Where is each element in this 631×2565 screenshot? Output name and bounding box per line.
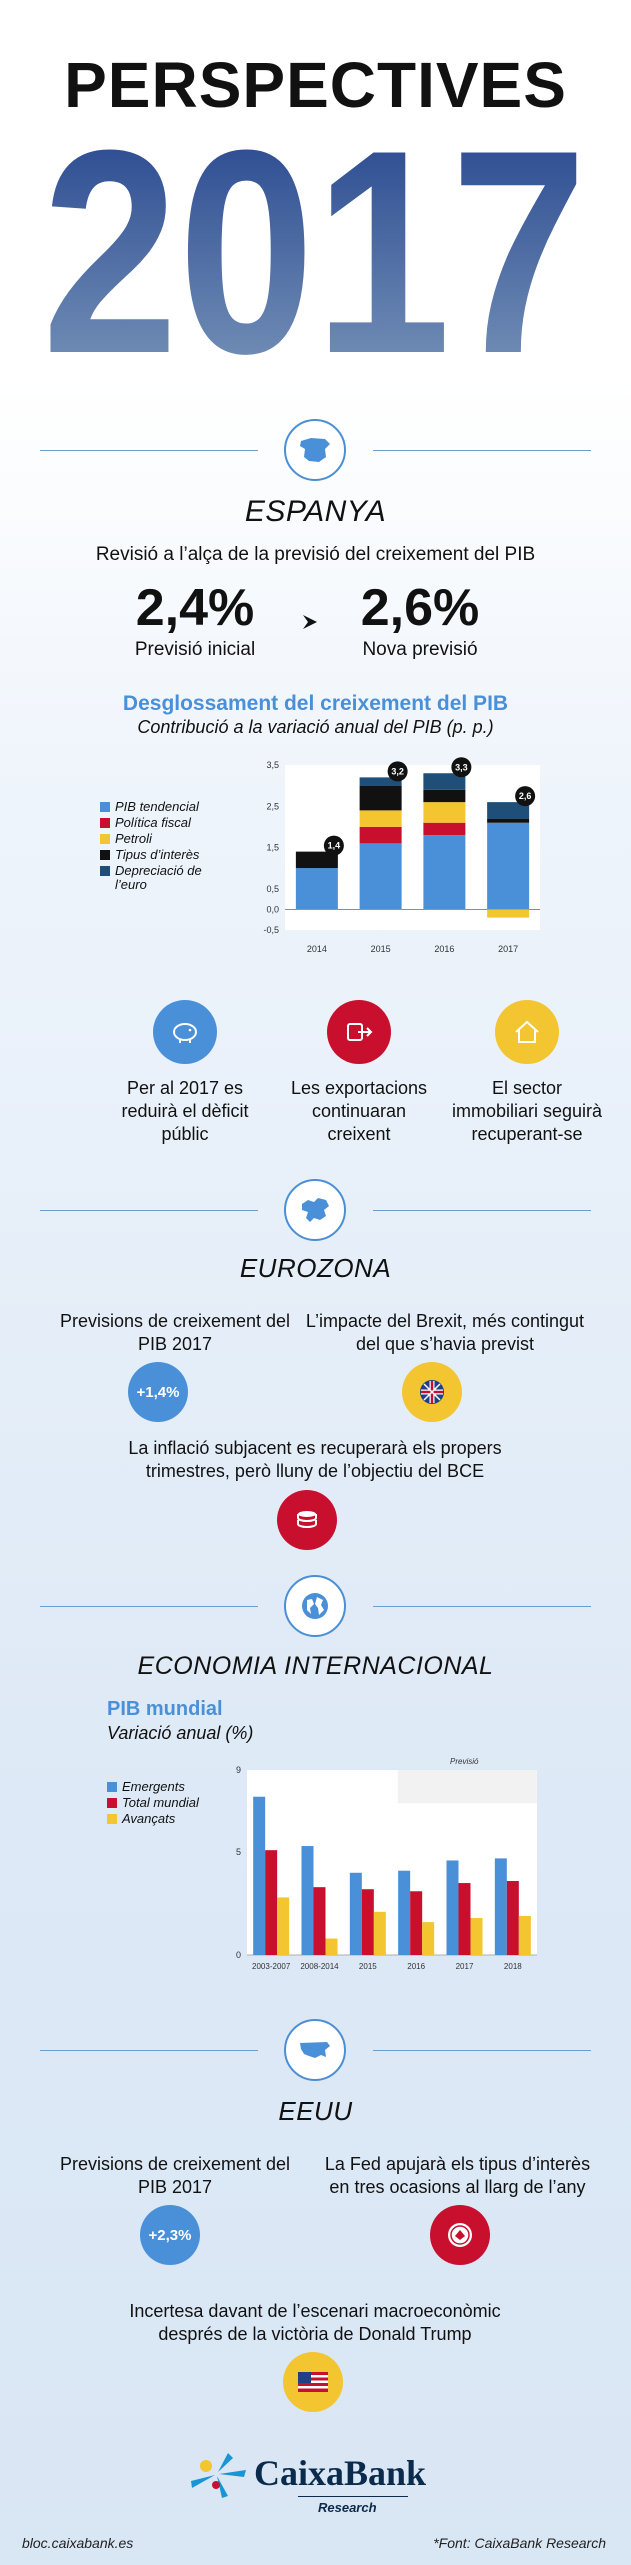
brand-name: CaixaBank <box>254 2453 427 2493</box>
x-tick-label: 2017 <box>455 1962 474 1971</box>
year-graphic <box>30 140 601 360</box>
x-tick-label: 2015 <box>370 944 391 954</box>
legend-item <box>107 1796 237 1810</box>
fed-text: La Fed apujarà els tipus d’interès en tres ocasions al llarg de l’any <box>324 2154 591 2197</box>
usa-map-icon <box>284 2019 346 2081</box>
eeuu-gdp-badge: +2,3% <box>140 2205 200 2265</box>
bar <box>422 1922 434 1955</box>
bar <box>253 1797 265 1955</box>
bar <box>362 1889 374 1955</box>
legend-item <box>100 864 230 892</box>
bar <box>398 1871 410 1955</box>
x-tick-label: 2003-2007 <box>252 1962 291 1971</box>
europe-map-icon <box>284 1179 346 1241</box>
divider <box>40 450 258 451</box>
bar <box>350 1873 362 1955</box>
y-tick-label: 0,0 <box>266 904 279 915</box>
y-tick-label: 0 <box>235 1950 241 1960</box>
legend-item <box>100 816 230 830</box>
bar-segment <box>423 790 465 802</box>
forecast-region <box>398 1770 537 1803</box>
fed-seal-icon <box>430 2205 490 2265</box>
gdp-breakdown-chart <box>255 755 545 970</box>
chart-subtitle: Contribució a la variació anual del PIB (p. p.) <box>137 717 494 737</box>
bar <box>302 1846 314 1955</box>
blog-link[interactable]: bloc.caixabank.es <box>22 2535 134 2551</box>
bar <box>410 1891 422 1955</box>
legend-label: Emergents <box>122 1779 185 1794</box>
chart-subtitle: Variació anual (%) <box>107 1723 254 1743</box>
chart-legend <box>100 800 230 894</box>
arrow-right-icon <box>300 612 320 632</box>
world-gdp-chart <box>225 1752 545 1992</box>
x-tick-label: 2008-2014 <box>300 1962 339 1971</box>
divider <box>373 1606 591 1607</box>
legend-swatch <box>107 1782 117 1792</box>
globe-icon <box>284 1575 346 1637</box>
x-tick-label: 2014 <box>306 944 327 954</box>
usa-flag-icon <box>283 2352 343 2412</box>
bar <box>507 1881 519 1955</box>
bar <box>447 1860 459 1955</box>
legend-item <box>100 800 230 814</box>
export-icon <box>327 1000 391 1064</box>
x-tick-label: 2017 <box>498 944 519 954</box>
bar <box>277 1897 289 1955</box>
chart-title: Desglossament del creixement del PIB <box>122 692 509 715</box>
bar-segment <box>360 827 402 844</box>
bar <box>374 1912 386 1955</box>
bar <box>265 1850 277 1955</box>
legend-swatch <box>100 802 110 812</box>
total-label: 2,6 <box>518 791 532 802</box>
star-logo-icon <box>188 2450 250 2500</box>
bar-segment <box>423 835 465 909</box>
bar-segment <box>487 909 529 917</box>
bar <box>495 1858 507 1955</box>
legend-label: Avançats <box>122 1811 176 1826</box>
divider <box>373 2050 591 2051</box>
eurozona-gdp-badge: +1,4% <box>128 1362 188 1422</box>
y-tick-label: 5 <box>235 1847 241 1858</box>
house-icon <box>495 1000 559 1064</box>
bar-segment <box>487 819 529 823</box>
fact-text: El sector immobiliari seguirà recuperant-se <box>451 1078 603 1144</box>
initial-forecast-value: 2,4% <box>135 579 255 637</box>
spain-map-icon <box>284 419 346 481</box>
divider <box>40 1210 258 1211</box>
total-label: 1,4 <box>327 840 341 851</box>
page-title: PERSPECTIVES <box>64 49 567 121</box>
chart-title: PIB mundial <box>107 1698 223 1720</box>
divider <box>373 1210 591 1211</box>
divider <box>40 1606 258 1607</box>
eurozona-gdp-text: Previsions de creixement del PIB 2017 <box>59 1311 291 1354</box>
initial-forecast-label: Previsió inicial <box>134 639 256 660</box>
trump-text: Incertesa davant de l’escenari macroeconòmic després de la victòria de Donald Trump <box>129 2301 501 2344</box>
total-label: 3,3 <box>455 762 468 773</box>
legend-swatch <box>107 1798 117 1808</box>
piggy-bank-icon <box>153 1000 217 1064</box>
legend-label: Petroli <box>115 831 152 846</box>
y-tick-label: -0,5 <box>263 925 279 935</box>
bar <box>326 1939 338 1955</box>
legend-item <box>107 1780 237 1794</box>
chart-legend <box>107 1780 237 1828</box>
x-tick-label: 2016 <box>434 944 455 954</box>
divider <box>373 450 591 451</box>
bar <box>519 1916 531 1955</box>
year-text: 2017 <box>42 140 587 360</box>
espanya-subtitle: Revisió a l’alça de la previsió del creixement del PIB <box>95 544 536 565</box>
fact-text: Per al 2017 es reduirà el dèficit públic <box>121 1078 249 1144</box>
legend-label: Política fiscal <box>115 815 191 830</box>
forecast-annotation: Previsió <box>450 1757 479 1766</box>
bar-segment <box>296 868 338 909</box>
new-forecast-label: Nova previsió <box>362 639 478 660</box>
legend-item <box>100 832 230 846</box>
bar-segment <box>360 810 402 827</box>
new-forecast-value: 2,6% <box>360 579 480 637</box>
legend-swatch <box>100 818 110 828</box>
y-tick-label: 3,5 <box>266 760 279 770</box>
inflation-text: La inflació subjacent es recuperarà els propers trimestres, però lluny de l’objectiu del BCE <box>128 1438 502 1481</box>
total-label: 3,2 <box>391 766 404 777</box>
divider <box>40 2050 258 2051</box>
legend-label: Depreciació de l’euro <box>115 863 202 892</box>
x-tick-label: 2016 <box>407 1962 426 1971</box>
legend-label: Tipus d’interès <box>115 847 200 862</box>
x-tick-label: 2015 <box>358 1962 377 1971</box>
legend-swatch <box>100 850 110 860</box>
coins-icon <box>277 1490 337 1550</box>
section-title-eeuu: EEUU <box>278 2096 353 2126</box>
fact-text: Les exportacions continuaran creixent <box>290 1078 428 1144</box>
bar-segment <box>360 786 402 811</box>
y-tick-label: 2,5 <box>266 801 279 812</box>
bar <box>471 1918 483 1955</box>
uk-flag-icon <box>402 1362 462 1422</box>
source-note: *Font: CaixaBank Research <box>433 2535 606 2551</box>
bar-segment <box>487 823 529 910</box>
legend-label: PIB tendencial <box>115 799 199 814</box>
brexit-text: L’impacte del Brexit, més contingut del que s’havia previst <box>305 1311 585 1354</box>
section-title-espanya: ESPANYA <box>244 495 387 528</box>
brand-sub: Research <box>318 2500 377 2515</box>
y-tick-label: 1,5 <box>266 842 279 853</box>
x-tick-label: 2018 <box>503 1962 522 1971</box>
legend-swatch <box>100 834 110 844</box>
legend-swatch <box>100 866 110 876</box>
section-title-eurozona: EUROZONA <box>239 1253 392 1283</box>
bar <box>314 1887 326 1955</box>
section-title-internacional: ECONOMIA INTERNACIONAL <box>137 1652 494 1680</box>
legend-item <box>100 848 230 862</box>
bar-segment <box>360 843 402 909</box>
caixabank-logo <box>188 2448 448 2518</box>
eeuu-gdp-text: Previsions de creixement del PIB 2017 <box>59 2154 291 2197</box>
legend-swatch <box>107 1814 117 1824</box>
bar-segment <box>423 823 465 835</box>
bar-segment <box>423 802 465 823</box>
legend-item <box>107 1812 237 1826</box>
bar <box>459 1883 471 1955</box>
legend-label: Total mundial <box>122 1795 199 1810</box>
y-tick-label: 0,5 <box>266 883 279 894</box>
y-tick-label: 9 <box>235 1765 241 1775</box>
